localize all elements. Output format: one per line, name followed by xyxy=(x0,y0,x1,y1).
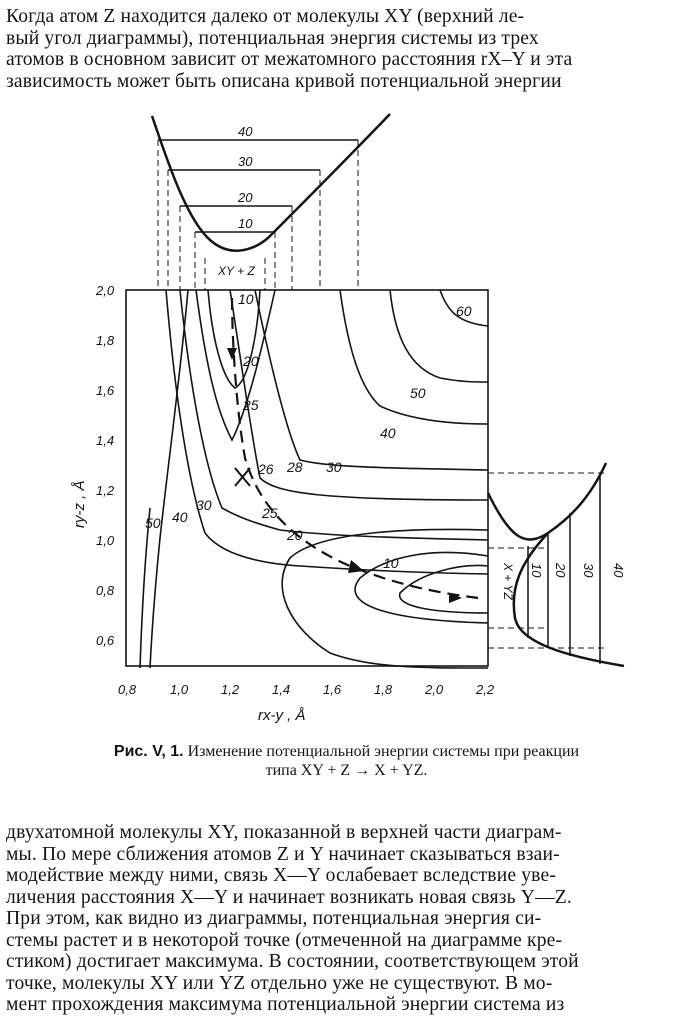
text-line: Когда атом Z находится далеко от молекулы XY (верхний ле- xyxy=(6,6,525,27)
right-level-label: 10 xyxy=(529,563,544,578)
top-level-label: 10 xyxy=(238,216,253,231)
x-tick-label: 0,8 xyxy=(118,682,137,697)
y-tick-label: 1,4 xyxy=(96,433,115,448)
text-line: мент прохождения максимума потенциальной энергии система из xyxy=(6,994,565,1015)
text-line: При этом, как видно из диаграммы, потенциальная энергия си- xyxy=(6,908,542,929)
top-level-label: 40 xyxy=(238,124,253,139)
y-tick-label: 1,8 xyxy=(96,333,115,348)
x-tick-label: 2,0 xyxy=(425,682,444,697)
paragraph-top xyxy=(6,6,690,92)
top-level-label: 30 xyxy=(238,154,253,169)
y-tick-label: 1,6 xyxy=(96,383,115,398)
text-line: атомов в основном зависит от межатомного расстояния rX–Y и эта xyxy=(6,49,573,70)
x-tick-label: 1,8 xyxy=(374,682,393,697)
right-level-label: 40 xyxy=(611,563,626,578)
text-line: зависимость может быть описана кривой потенциальной энергии xyxy=(6,70,562,92)
figure-caption xyxy=(0,742,693,780)
x-tick-label: 2,2 xyxy=(476,682,495,697)
x-tick-label: 1,4 xyxy=(272,682,291,697)
text-line: стемы растет и в некоторой точке (отмеченной на диаграмме кре- xyxy=(6,929,563,951)
contour-label: 25 xyxy=(262,505,278,521)
contour-label: 28 xyxy=(287,459,303,475)
contour-label: 60 xyxy=(456,303,472,319)
text-line: личения расстояния X—Y и начинает возникать новая связь Y—Z. xyxy=(6,886,572,908)
y-tick-label: 0,6 xyxy=(96,633,115,648)
x-tick-label: 1,6 xyxy=(323,682,342,697)
contour-label: 25 xyxy=(243,397,259,413)
text-line: модействие между ними, связь X—Y ослабевает вследствие уве- xyxy=(6,865,556,886)
contour-line xyxy=(180,290,488,540)
x-tick-label: 1,2 xyxy=(221,682,240,697)
top-potential-curve xyxy=(152,114,390,251)
contour-label: 10 xyxy=(383,555,399,571)
top-level-label: 20 xyxy=(238,190,253,205)
y-tick-label: 1,2 xyxy=(96,483,115,498)
contour-label: 50 xyxy=(145,515,161,531)
y-axis-label: ry-z , Å xyxy=(71,480,88,528)
caption-line: Изменение потенциальной энергии системы при реакции xyxy=(187,743,580,760)
contour-label: 10 xyxy=(238,291,254,307)
x-tick-label: 1,0 xyxy=(170,682,189,697)
paragraph-bottom xyxy=(6,822,690,1016)
contour-label: 30 xyxy=(196,497,212,513)
text-line: вый угол диаграммы), потенциальная энергия системы из трех xyxy=(6,27,539,49)
caption-prefix: Рис. V, 1. xyxy=(113,743,184,760)
text-line: точке, молекулы XY или YZ отдельно уже не существуют. В мо- xyxy=(6,972,553,994)
x-axis-label: rx-y , Å xyxy=(258,707,306,724)
right-level-label: 20 xyxy=(553,563,568,578)
text-line: стиком) достигает максимума. В состоянии, соответствующем этой xyxy=(6,951,579,972)
contour-label: 26 xyxy=(258,461,274,477)
caption-line: типа XY + Z → X + YZ. xyxy=(265,762,428,779)
right-curve-label: X + YZ xyxy=(501,563,515,600)
top-curve-label: XY + Z xyxy=(218,264,255,278)
right-level-label: 30 xyxy=(581,563,596,578)
y-tick-label: 2,0 xyxy=(96,283,115,298)
y-tick-label: 0,8 xyxy=(96,583,115,598)
text-line: мы. По мере сближения атомов Z и Y начинает сказываться взаи- xyxy=(6,843,560,865)
contour-line xyxy=(390,290,488,382)
potential-energy-diagram xyxy=(0,108,693,738)
contour-label: 20 xyxy=(243,353,259,369)
contour-label: 30 xyxy=(326,459,342,475)
contour-line xyxy=(150,290,188,668)
text-line: двухатомной молекулы XY, показанной в верхней части диаграм- xyxy=(6,822,562,843)
y-tick-label: 1,0 xyxy=(96,533,115,548)
contour-label: 20 xyxy=(287,527,303,543)
contour-line xyxy=(140,508,150,668)
contour-label: 40 xyxy=(172,509,188,525)
contour-label: 50 xyxy=(410,385,426,401)
contour-label: 40 xyxy=(380,425,396,441)
